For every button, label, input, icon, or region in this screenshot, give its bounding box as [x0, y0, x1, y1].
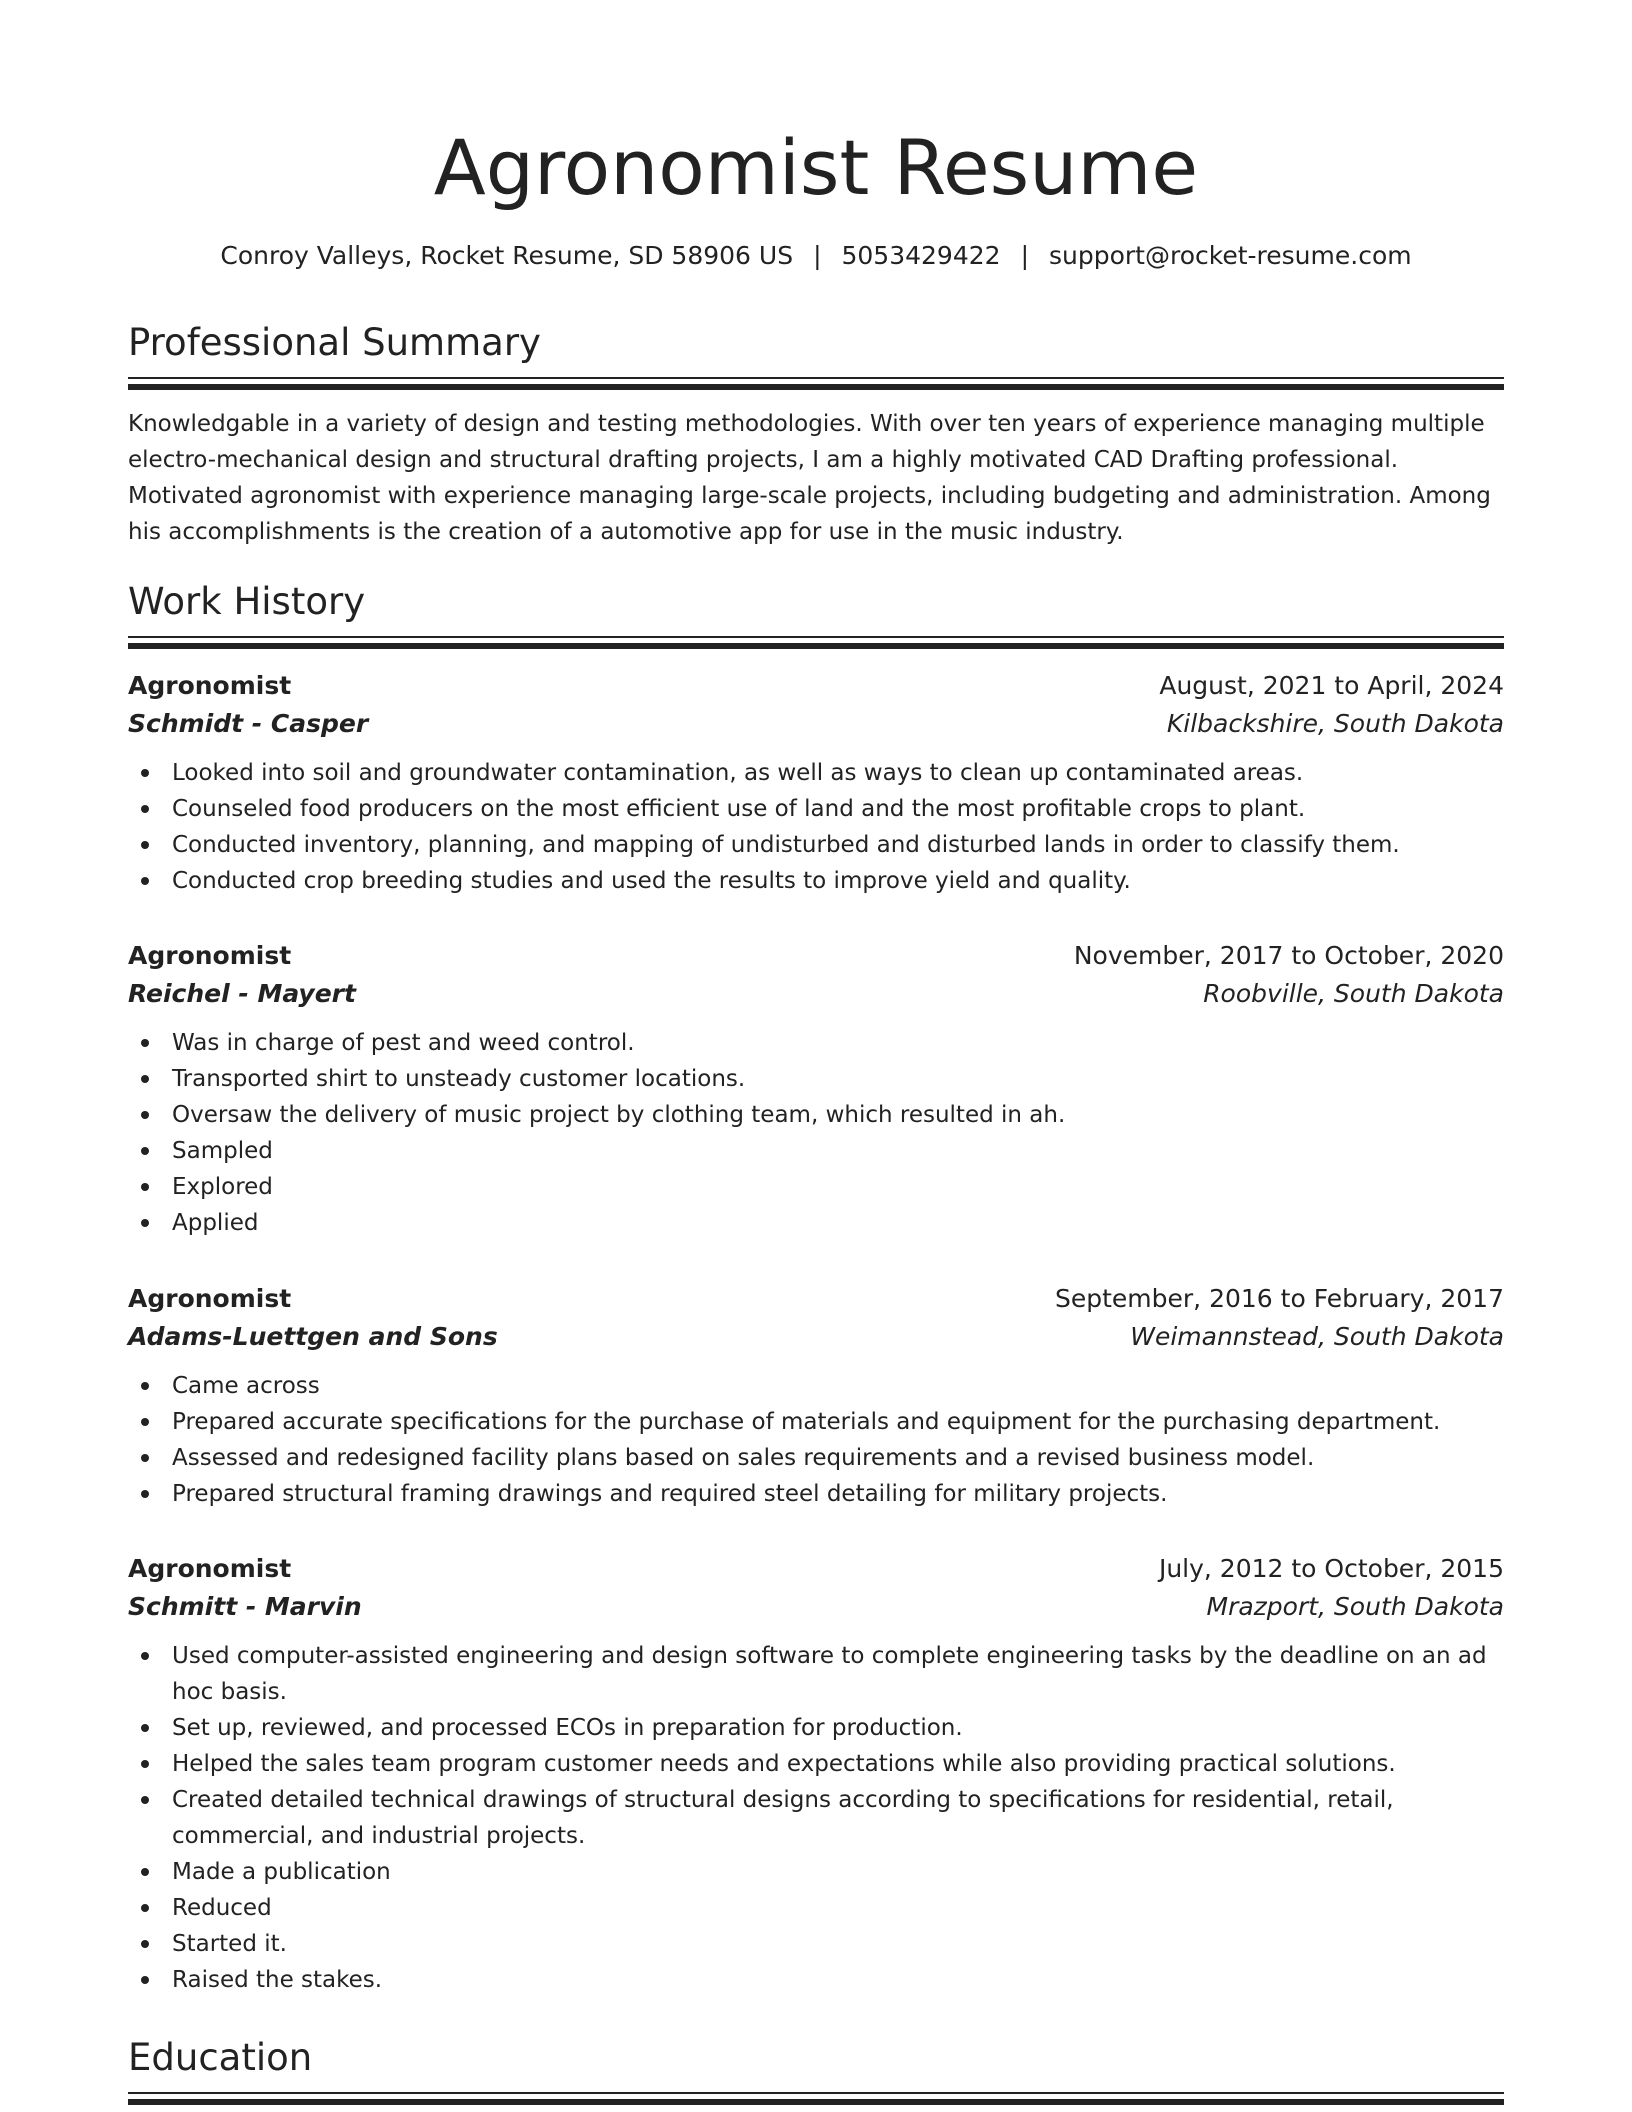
contact-separator: |	[813, 241, 822, 270]
section-divider	[128, 377, 1504, 391]
job-location: Roobville, South Dakota	[1203, 979, 1504, 1008]
section-heading-education	[128, 2032, 1504, 2084]
section-divider	[128, 636, 1504, 650]
list-item: Assessed and redesigned facility plans based on sales requirements and a revised business model.	[172, 1440, 1504, 1476]
job-bullets	[128, 1368, 1504, 1512]
list-item: Sampled	[172, 1133, 1504, 1169]
job-bullets	[128, 755, 1504, 899]
list-item: Looked into soil and groundwater contamination, as well as ways to clean up contaminated areas.	[172, 755, 1504, 791]
contact-phone: 5053429422	[841, 241, 1001, 270]
job-location: Kilbackshire, South Dakota	[1166, 709, 1504, 738]
list-item: Used computer-assisted engineering and design software to complete engineering tasks by the deadline on an ad hoc basis.	[172, 1638, 1504, 1710]
list-item: Set up, reviewed, and processed ECOs in preparation for production.	[172, 1710, 1504, 1746]
job-title: Agronomist	[128, 941, 292, 970]
contact-separator: |	[1020, 241, 1029, 270]
section-divider	[128, 2092, 1504, 2106]
section-heading-summary	[128, 317, 1504, 369]
summary-text: Knowledgable in a variety of design and testing methodologies. With over ten years of experience managing multiple electro-mechanical design and structural drafting projects, I am a highly motivated CAD Drafting professional. Motivated agronomist with experience managing large-scale projects, including budgeting and administration. Among his accomplishments is the creation of a automotive app for use in the music industry.	[128, 411, 1491, 545]
job-dates: August, 2021 to April, 2024	[1159, 671, 1504, 700]
contact-email[interactable]: support@rocket-resume.com	[1049, 241, 1412, 270]
job-company: Reichel - Mayert	[128, 979, 356, 1008]
list-item: Conducted inventory, planning, and mapping of undisturbed and disturbed lands in order to classify them.	[172, 827, 1504, 863]
job-entry	[128, 1550, 1504, 1998]
job-company: Schmitt - Marvin	[128, 1592, 362, 1621]
job-entry	[128, 667, 1504, 899]
resume-title: Agronomist Resume	[433, 123, 1199, 212]
section-title: Work History	[128, 580, 366, 623]
list-item: Explored	[172, 1169, 1504, 1205]
job-title: Agronomist	[128, 1284, 292, 1313]
list-item: Started it.	[172, 1926, 1504, 1962]
list-item: Reduced	[172, 1890, 1504, 1926]
job-company: Adams-Luettgen and Sons	[128, 1322, 498, 1351]
job-entry	[128, 937, 1504, 1241]
job-bullets	[128, 1638, 1504, 1998]
list-item: Came across	[172, 1368, 1504, 1404]
list-item: Prepared accurate specifications for the purchase of materials and equipment for the purchasing department.	[172, 1404, 1504, 1440]
list-item: Oversaw the delivery of music project by clothing team, which resulted in ah.	[172, 1097, 1504, 1133]
section-title: Professional Summary	[128, 321, 541, 364]
job-title: Agronomist	[128, 1554, 292, 1583]
list-item: Transported shirt to unsteady customer locations.	[172, 1061, 1504, 1097]
job-location: Weimannstead, South Dakota	[1130, 1322, 1504, 1351]
job-dates: July, 2012 to October, 2015	[1158, 1554, 1504, 1583]
list-item: Raised the stakes.	[172, 1962, 1504, 1998]
list-item: Helped the sales team program customer needs and expectations while also providing practical solutions.	[172, 1746, 1504, 1782]
list-item: Was in charge of pest and weed control.	[172, 1025, 1504, 1061]
list-item: Conducted crop breeding studies and used the results to improve yield and quality.	[172, 863, 1504, 899]
contact-address: Conroy Valleys, Rocket Resume, SD 58906 US	[220, 241, 794, 270]
list-item: Created detailed technical drawings of structural designs according to specifications for residential, retail, commercial, and industrial projects.	[172, 1782, 1504, 1854]
job-title: Agronomist	[128, 671, 292, 700]
job-entry	[128, 1280, 1504, 1512]
list-item: Made a publication	[172, 1854, 1504, 1890]
job-dates: September, 2016 to February, 2017	[1055, 1284, 1504, 1313]
job-bullets	[128, 1025, 1504, 1241]
list-item: Counseled food producers on the most efficient use of land and the most profitable crops to plant.	[172, 791, 1504, 827]
list-item: Applied	[172, 1205, 1504, 1241]
list-item: Prepared structural framing drawings and required steel detailing for military projects.	[172, 1476, 1504, 1512]
section-heading-work-history	[128, 576, 1504, 628]
job-dates: November, 2017 to October, 2020	[1073, 941, 1504, 970]
section-title: Education	[128, 2036, 313, 2079]
contact-line	[128, 236, 1504, 276]
job-location: Mrazport, South Dakota	[1206, 1592, 1504, 1621]
job-company: Schmidt - Casper	[128, 709, 369, 738]
